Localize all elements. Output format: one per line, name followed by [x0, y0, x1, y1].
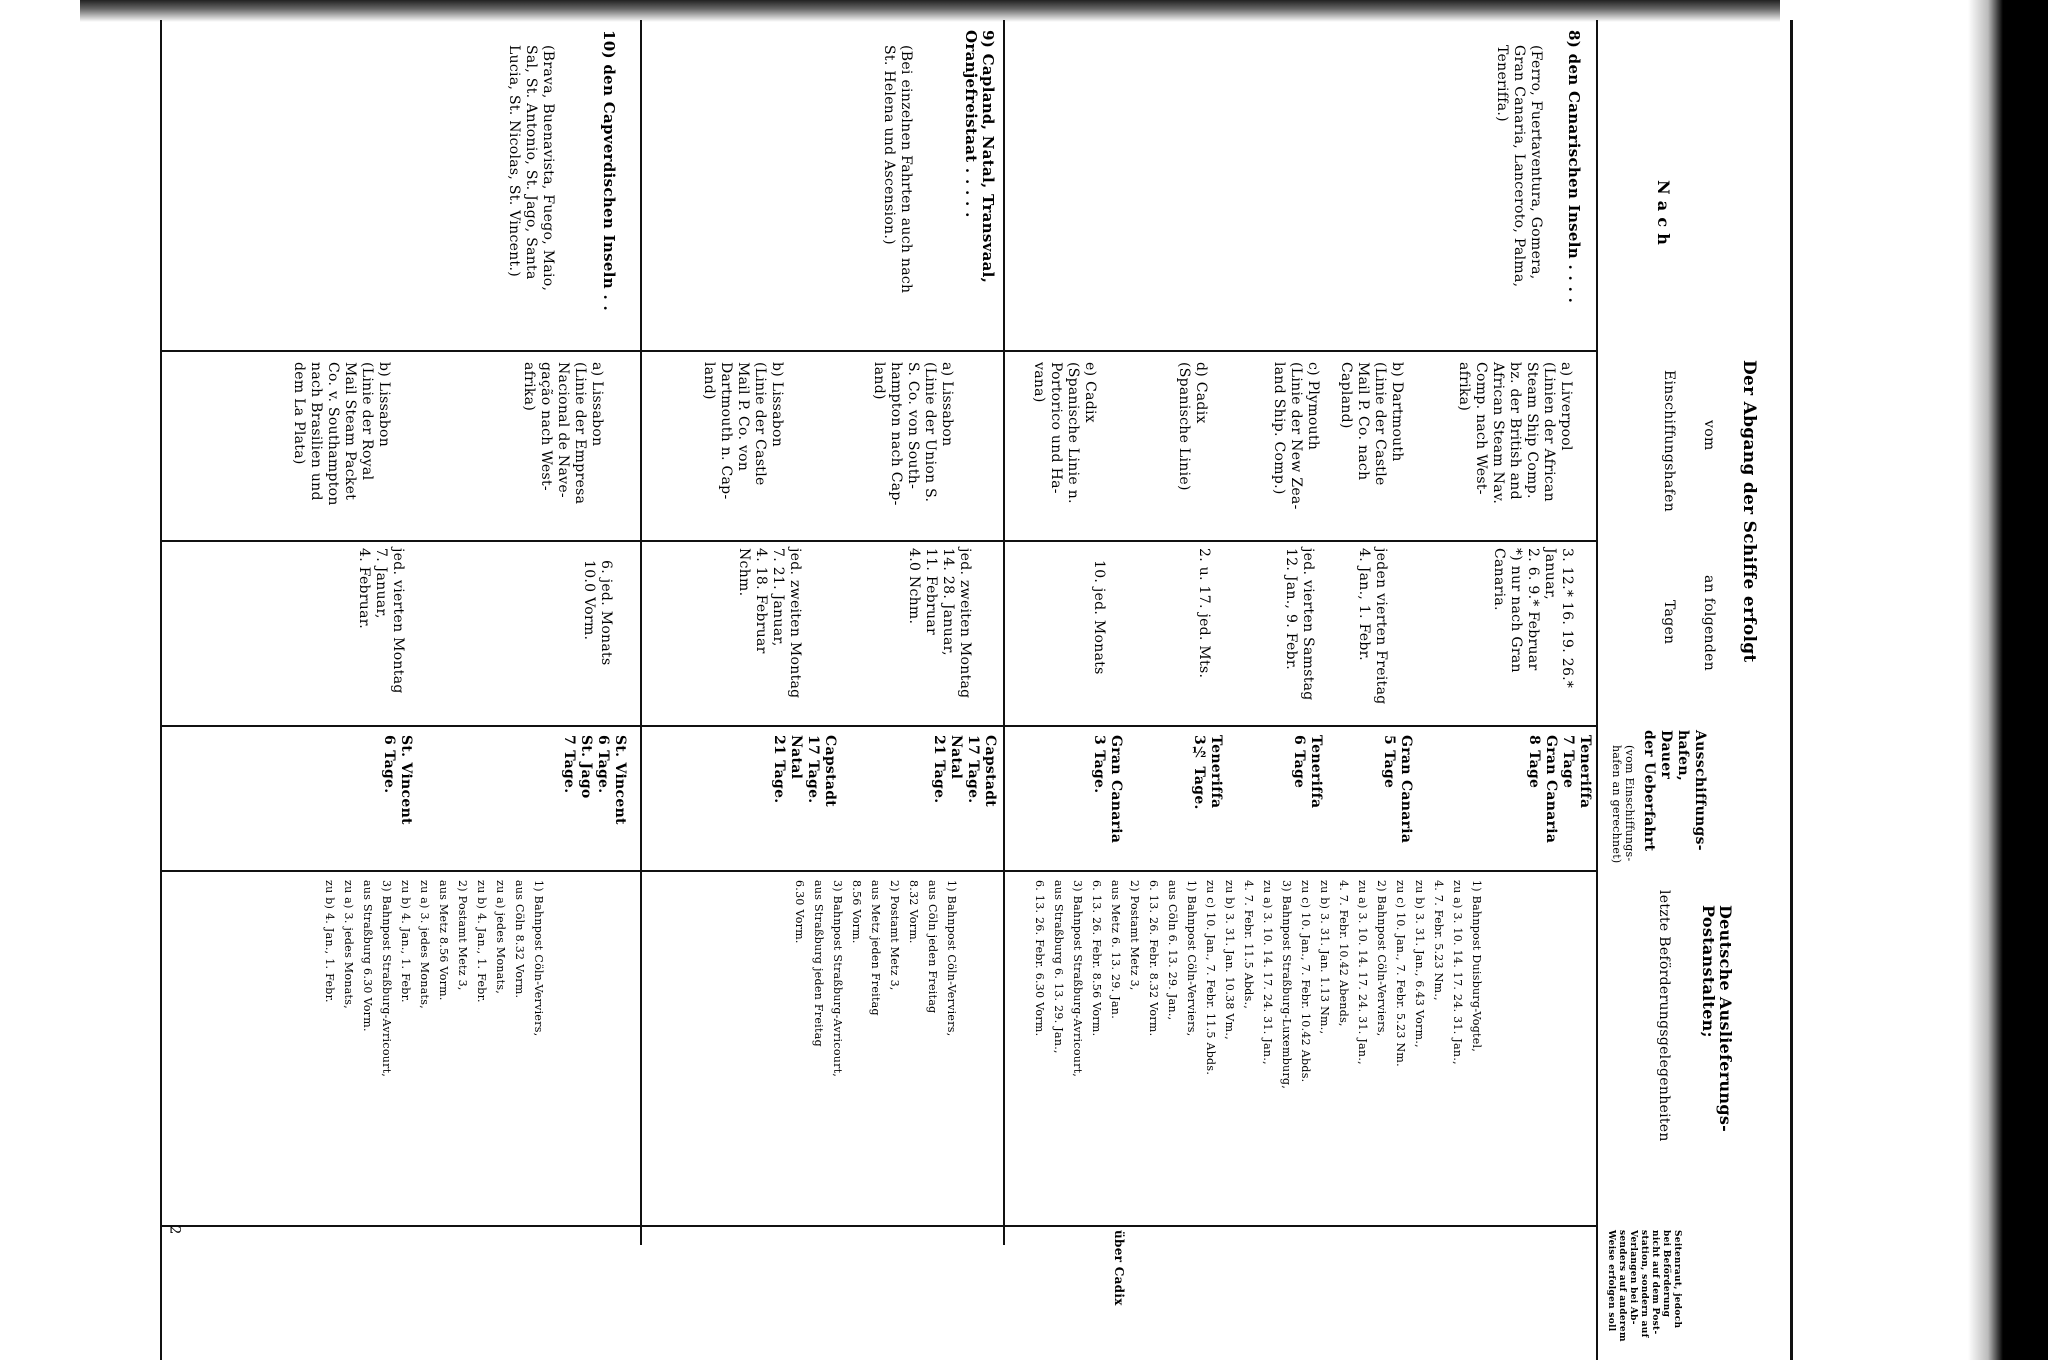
section-10-post: 1) Bahnpost Cöln-Verviers, aus Cöln 8.32 Vorm. zu a) jedes Monats, zu b) 4. Jan., 1. Febr. 2) Postamt Metz 3, aus Metz 8.56 Vorm. zu a) 3. jedes Monats, zu b) 4. Jan., 1. Febr. 3) Bahnpost Straßburg-Avricourt, aus Straßburg 6.30 Vorm. zu a) 3. jedes Monats, zu b) 4. Jan., 1. Febr.	[323, 880, 545, 1078]
section-8-route-d-port: d) Cadix (Spanische Linie)	[1176, 362, 1209, 491]
header-vom: vom	[1701, 420, 1717, 451]
section-8-route-e-arrival: Gran Canaria 3 Tage.	[1091, 735, 1124, 844]
column-rule-arrival	[160, 725, 1596, 727]
section-10-route-a-port: a) Lissabon (Linie der Empresa Nacional de Nave- gação nach West- afrika)	[521, 362, 605, 505]
column-rule-note	[160, 1225, 1596, 1227]
section-8-destination: 8) den Canarischen Inseln . . . .	[1565, 30, 1583, 304]
section-10-route-a-arrival: St. Vincent 6 Tage. St. Jago 7 Tage.	[561, 735, 628, 825]
section-8-islands: (Ferro, Fuertaventura, Gomera, Gran Canaria, Lanceroto, Palma, Teneriffa.)	[1494, 45, 1544, 288]
table-border-left	[160, 20, 162, 1360]
section-8-note: über Cadix	[1112, 1230, 1126, 1306]
section-8-route-b-arrival: Gran Canaria 5 Tage	[1381, 735, 1414, 844]
header-letzte: letzte Beförderungsgelegenheiten	[1656, 890, 1672, 1142]
section-8-route-c-arrival: Teneriffa 6 Tage	[1291, 735, 1324, 809]
section-10-route-a-days: 6. jed. Monats 10.0 Vorm.	[581, 560, 614, 666]
section-8-route-a-arrival: Teneriffa 7 Tage Gran Canaria 8 Tage	[1526, 735, 1593, 844]
section-rule-10	[640, 20, 642, 1245]
header-an-folgenden: an folgenden	[1701, 575, 1717, 672]
section-9-destination: 9) Capland, Natal, Transvaal, Oranjefreistaat . . . . .	[962, 30, 997, 284]
section-8-route-a-days: 3. 12.* 16. 19. 26.* Januar, 2. 6. 9.* Februar *) nur nach Gran Canaria.	[1491, 548, 1575, 689]
section-8-route-e-port: e) Cadix (Spanische Linie n. Portorico und Ha- vana)	[1031, 362, 1098, 504]
section-10-route-b-port: b) Lissabon (Linie der Royal Mail Steam Packet Co. v. Southampton nach Brasilien und dem La Plata)	[291, 362, 392, 506]
header-ausschiffung-note: (vom Einschiffungs- hafen an gerechnet)	[1610, 745, 1636, 864]
header-side-note: Seitenraut, jedoch bei Beförderung nicht auf dem Post- station, sondern auf Verlangen bei Ab- senders auf anderem Weise erfolgen soll	[1606, 1230, 1682, 1342]
section-10-route-b-days: jed. vierten Montag 7. Januar, 4. Februar.	[356, 548, 406, 694]
header-bottom-rule	[1596, 20, 1598, 1360]
column-rule-post	[160, 870, 1596, 872]
section-8-route-b-port: b) Dartmouth (Linie der Castle Mail P. Co. nach Capland)	[1338, 362, 1405, 486]
section-9-route-b-port: b) Lissabon (Linie der Castle Mail P. Co. von Dartmouth n. Cap- land)	[701, 362, 785, 500]
section-8-route-c-days: jed. vierten Samstag 12. Jan., 9. Febr.	[1283, 548, 1316, 701]
section-8-post: 1) Bahnpost Duisburg-Vogtel, zu a) 3. 10. 14. 17. 24. 31. Jan., 4. 7. Febr. 5.23 Nm., zu b) 3. 31. Jan., 6.43 Vorm., zu c) 10. Jan., 7. Febr. 5.23 Nm. 2) Bahnpost Cöln-Verviers, zu a) 3. 10. 14. 17. 24. 31. Jan., 4. 7. Febr. 10.42 Abends, zu b) 3. 31. Jan. 1.13 Nm., zu c) 10. Jan., 7. Febr. 10.42 Abds. 3) Bahnpost Straßburg-Luxemburg, zu a) 3. 10. 14. 17. 24. 31. Jan., 4. 7. Febr. 11.5 Abds., zu b) 3. 31. Jan. 10.38 Vm., zu c) 10. Jan., 7. Febr. 11.5 Abds. 1) Bahnpost Cöln-Verviers, aus Cöln 6. 13. 29. Jan., 6. 13. 26. Febr. 8.32 Vorm. 2) Postamt Metz 3, aus Metz 6. 13. 29. Jan. 6. 13. 26. Febr. 8.56 Vorm. 3) Bahnpost Straßburg-Avricourt, aus Straßburg 6. 13. 29. Jan., 6. 13. 26. Febr. 6.30 Vorm.	[1033, 880, 1483, 1090]
section-9-route-b-arrival: Capstadt 17 Tage. Natal 21 Tage.	[771, 735, 838, 808]
section-9-islands: (Bei einzelnen Fahrten auch nach St. Helena und Ascension.)	[881, 45, 914, 294]
section-10-route-b-arrival: St. Vincent 6 Tage.	[381, 735, 414, 825]
header-einschiffungshafen: Einschiffungshafen	[1661, 370, 1677, 513]
scan-edge-top	[80, 0, 1780, 22]
section-9-post: 1) Bahnpost Cöln-Verviers, aus Cöln jeden Freitag 8.32 Vorm. 2) Postamt Metz 3, aus Metz jeden Freitag 8.56 Vorm. 3) Bahnpost Straßburg-Avricourt, aus Straßburg jeden Freitag 6.30 Vorm.	[793, 880, 958, 1078]
section-8-route-a-port: a) Liverpool (Linien der African Steam Ship Comp. bz. der British and African Steam Nav. Comp. nach West- afrika)	[1456, 362, 1574, 505]
header-abgang-title: Der Abgang der Schiffe erfolgt	[1739, 360, 1759, 663]
scan-edge-right	[1818, 0, 2048, 1360]
page-number: 2	[166, 1225, 183, 1235]
column-rule-port	[160, 350, 1596, 352]
header-ausschiffung: Ausschiffungs- hafen, Dauer der Ueberfahrt	[1641, 730, 1708, 852]
header-deutsche-title: Deutsche Auslieferungs- Postanstalten;	[1699, 905, 1735, 1133]
section-8-route-d-days: 2. u. 17. jed. Mts.	[1196, 548, 1212, 679]
section-9-route-a-days: jed. zweiten Montag 14. 28. Januar, 11. Februar 4.0 Nchm.	[906, 548, 973, 699]
section-8-route-c-port: c) Plymouth (Linie der New Zea- land Ship. Comp.)	[1271, 362, 1321, 510]
section-10-islands: (Brava, Buenavista, Fuego, Maio, Sal, St. Antonio, St. Jago, Santa Lucia, St. Nicolas, St. Vincent.)	[506, 45, 556, 292]
section-9-route-a-arrival: Capstadt 17 Tage. Natal 21 Tage.	[931, 735, 998, 808]
header-nach: N a c h	[1654, 180, 1673, 246]
table-border-right	[1790, 20, 1793, 1360]
section-9-route-b-days: jed. zweiten Montag 7. 21. Januar, 4. 18. Februar Nchm.	[736, 548, 803, 699]
header-tagen: Tagen	[1661, 600, 1677, 645]
section-10-destination: 10) den Capverdischen Inseln . .	[600, 30, 618, 312]
section-8-route-d-arrival: Teneriffa 3½ Tage.	[1191, 735, 1224, 810]
section-8-route-e-days: 10. jed. Monats	[1091, 560, 1107, 675]
section-9-route-a-port: a) Lissabon (Linie der Union S. S. Co. von South- hampton nach Cap- land)	[871, 362, 955, 506]
section-8-route-b-days: jeden vierten Freitag 4. Jan., 1. Febr.	[1356, 548, 1389, 705]
section-rule-9	[1003, 20, 1005, 1245]
column-rule-days	[160, 540, 1596, 542]
